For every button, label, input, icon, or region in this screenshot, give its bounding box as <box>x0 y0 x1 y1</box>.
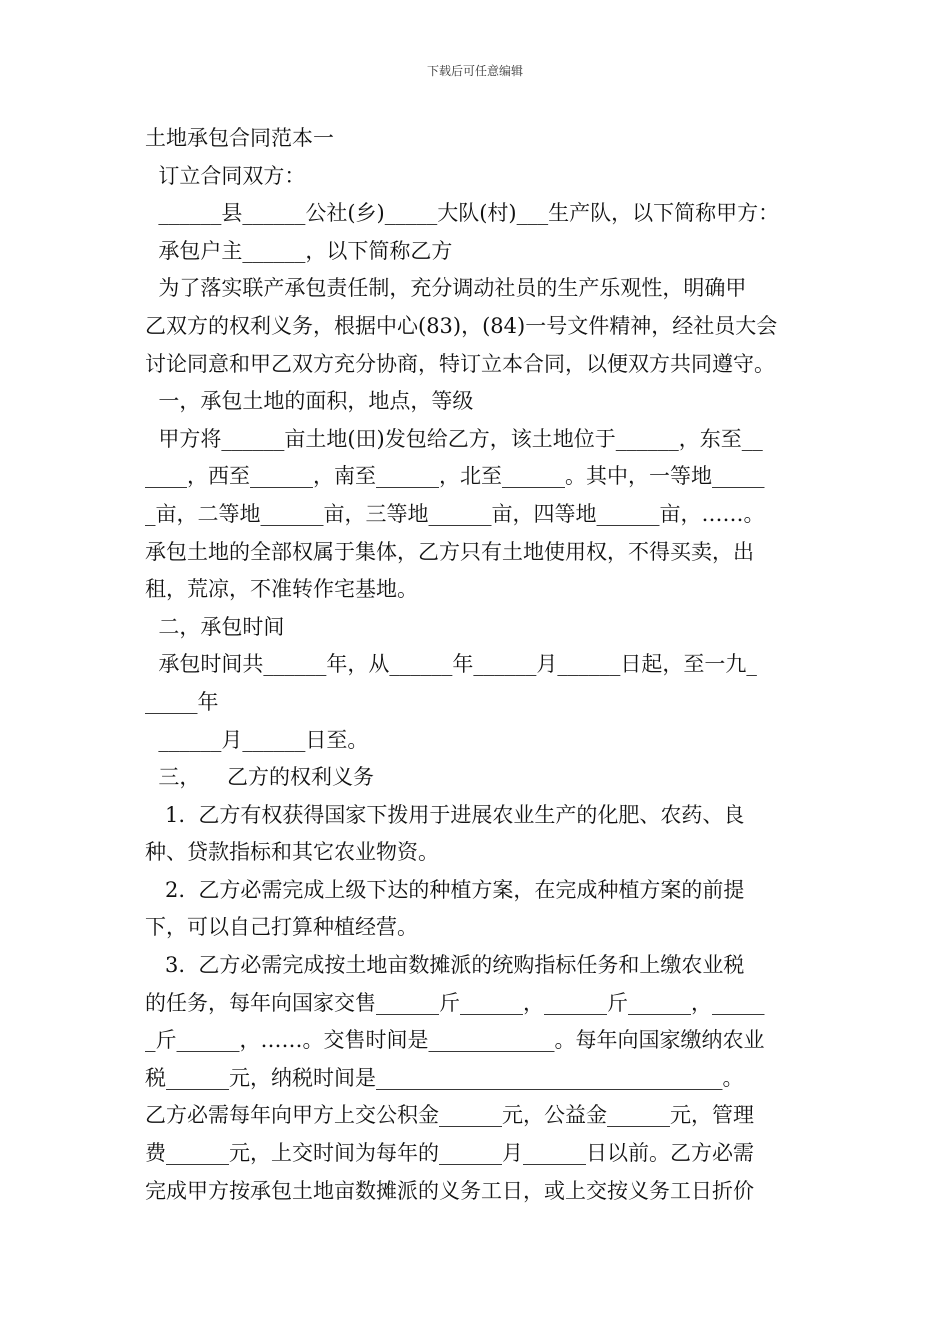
text-line: 下，可以自己打算种植经营。 <box>145 915 418 940</box>
section-heading: 二，承包时间 <box>145 614 285 639</box>
text-line: 种、贷款指标和其它农业物资。 <box>145 840 439 865</box>
text-line: _亩，二等地______亩，三等地______亩，四等地______亩，……。 <box>145 501 765 526</box>
text-line: 甲方将______亩土地(田)发包给乙方，该土地位于______，东至__ <box>145 426 763 451</box>
page-header: 下载后可任意编辑 <box>426 64 523 78</box>
text-line: ______月______日至。 <box>145 727 369 752</box>
text-line: 乙双方的权利义务，根据中心(83)，(84)一号文件精神，经社员大会 <box>145 313 778 338</box>
section-heading: 三， 乙方的权利义务 <box>145 765 375 790</box>
text-line: 3. 乙方必需完成按土地亩数摊派的统购指标任务和上缴农业税 <box>145 953 745 978</box>
text-line: 租，荒凉，不准转作宅基地。 <box>145 577 418 602</box>
text-line: 订立合同双方： <box>145 163 306 188</box>
text-line: _斤______，……。交售时间是____________。每年向国家缴纳农业 <box>145 1028 765 1053</box>
text-line: 完成甲方按承包土地亩数摊派的义务工日，或上交按义务工日折价 <box>145 1178 754 1203</box>
text-line: 乙方必需每年向甲方上交公积金______元，公益金______元，管理 <box>145 1103 754 1128</box>
text-line: ____，西至______，南至______，北至______。其中，一等地_____ <box>145 464 765 489</box>
text-line: 税______元，纳税时间是_________________________________。 <box>145 1065 744 1090</box>
text-line: 承包户主______，以下简称乙方 <box>145 238 453 263</box>
text-line: 承包土地的全部权属于集体，乙方只有土地使用权，不得买卖，出 <box>145 539 754 564</box>
section-heading: 一，承包土地的面积，地点，等级 <box>145 389 474 414</box>
text-line: 为了落实联产承包责任制，充分调动社员的生产乐观性，明确甲 <box>145 276 747 301</box>
text-line: 的任务，每年向国家交售______斤______，______斤______，_____ <box>145 990 765 1015</box>
contract-title: 土地承包合同范本一 <box>145 126 334 150</box>
text-line: 1. 乙方有权获得国家下拨用于进展农业生产的化肥、农药、良 <box>145 802 745 827</box>
text-line: 2. 乙方必需完成上级下达的种植方案，在完成种植方案的前提 <box>145 877 745 902</box>
text-line: 讨论同意和甲乙双方充分协商，特订立本合同，以便双方共同遵守。 <box>145 351 775 376</box>
text-line: 承包时间共______年，从______年______月______日起，至一九_ <box>145 652 757 677</box>
text-line: ______县______公社(乡)_____大队(村)___生产队，以下简称甲方： <box>145 201 780 226</box>
text-line: _____年 <box>145 689 219 714</box>
contract-body <box>145 120 810 1210</box>
text-line: 费______元，上交时间为每年的______月______日以前。乙方必需 <box>145 1141 754 1166</box>
